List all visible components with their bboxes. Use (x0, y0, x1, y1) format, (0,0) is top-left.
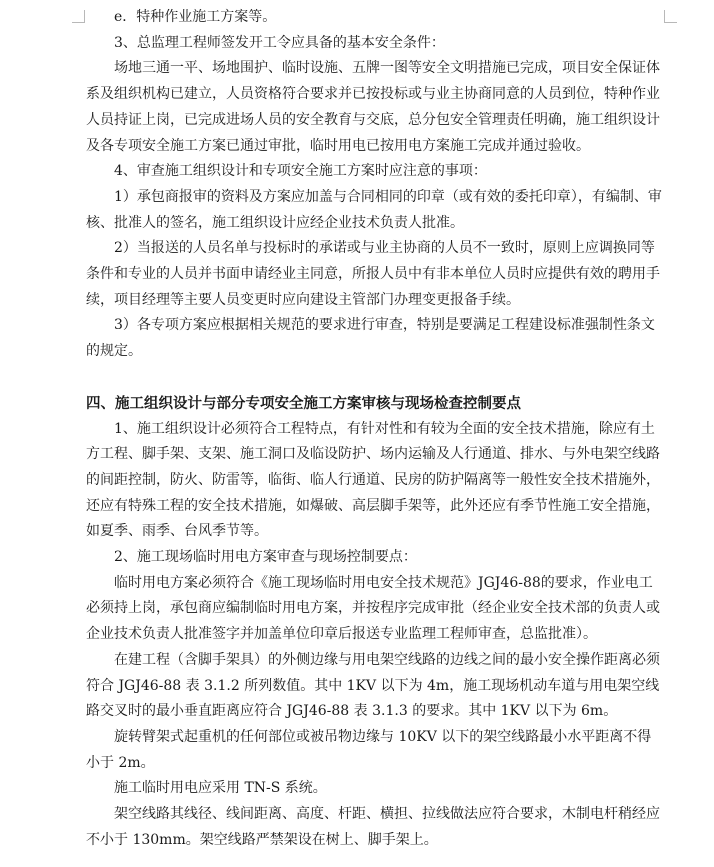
paragraph-section-4-item-3: 3）各专项方案应根据相关规范的要求进行审查，特别是要满足工程建设标准强制性条文的规定。 (86, 317, 655, 360)
paragraph-section-3-title: 3、总监理工程师签发开工令应具备的基本安全条件： (114, 34, 445, 51)
paragraph-crane-distance: 旋转臂架式起重机的任何部位或被吊物边缘与 10KV 以下的架空线路最小水平距离不得小于 2m。 (86, 728, 652, 771)
paragraph-safe-distance: 在建工程（含脚手架具）的外侧边缘与用电架空线路的边线之间的最小安全操作距离必须符合 JGJ46-88 表 3.1.2 所列数值。其中 1KV 以下为 4m，施工现场机动车道与用电架空线路交叉时的最小垂直距离应符合 JGJ46-88 表 3.1.3 的要求。其中 1KV 以下为 6m。 (86, 651, 660, 720)
page-corner-mark-top-left (72, 10, 85, 23)
paragraph-part-2-title: 2、施工现场临时用电方案审查与现场控制要点： (114, 549, 417, 566)
paragraph-section-4-item-2: 2）当报送的人员名单与投标时的承诺或与业主协商的人员不一致时，原则上应调换同等条件和专业的人员并书面申请经业主同意，所报人员中有非本单位人员时应提供有效的聘用手续，项目经理等主要人员变更时应向建设主管部门办理变更报备手续。 (86, 240, 660, 308)
paragraph-part-1: 1、施工组织设计必须符合工程特点，有针对性和有较为全面的安全技术措施，除应有土方工程、脚手架、支架、施工洞口及临设防护、场内运输及人行通道、排水、与外电架空线路的间距控制，防火、防雷等，临街、临人行通道、民房的防护隔离等一般性安全技术措施外，还应有特殊工程的安全技术措施，如爆破、高层脚手架等，此外还应有季节性施工安全措施，如夏季、雨季、台风季节等。 (86, 420, 660, 540)
blank-line (86, 365, 662, 391)
paragraph-tns-system: 施工临时用电应采用 TN-S 系统。 (114, 780, 327, 797)
paragraph-temp-power-plan: 临时用电方案必须符合《施工现场临时用电安全技术规范》JGJ46-88的要求，作业电工必须持上岗，承包商应编制临时用电方案，并按程序完成审批（经企业安全技术部的负责人或企业技术负责人批准签字并加盖单位印章后报送专业监理工程师审查，总监批准）。 (86, 574, 660, 643)
section-heading-four: 四、施工组织设计与部分专项安全施工方案审核与现场检查控制要点 (86, 394, 521, 412)
paragraph-section-4-title: 4、审查施工组织设计和专项安全施工方案时应注意的事项： (114, 163, 487, 180)
paragraph-overhead-lines: 架空线路其线径、线间距离、高度、杆距、横担、拉线做法应符合要求，木制电杆稍经应不小于 130mm。架空线路严禁架设在树上、脚手架上。 (86, 806, 660, 848)
document-page (86, 0, 662, 867)
paragraph-item-e: e．特种作业施工方案等。 (114, 9, 277, 25)
paragraph-section-4-item-1: 1）承包商报审的资料及方案应加盖与合同相同的印章（或有效的委托印章），有编制、审核、批准人的签名，施工组织设计应经企业技术负责人批准。 (86, 188, 662, 231)
page-corner-mark-top-right (664, 10, 677, 23)
paragraph-section-3-body: 场地三通一平、场地围护、临时设施、五牌一图等安全文明措施已完成，项目安全保证体系及组织机构已建立，人员资格符合要求并已按投标或与业主协商同意的人员到位，特种作业人员持证上岗，已完成进场人员的安全教育与交底，总分包安全管理责任明确，施工组织设计及各专项安全施工方案已通过审批，临时用电已按用电方案施工完成并通过验收。 (86, 60, 660, 154)
